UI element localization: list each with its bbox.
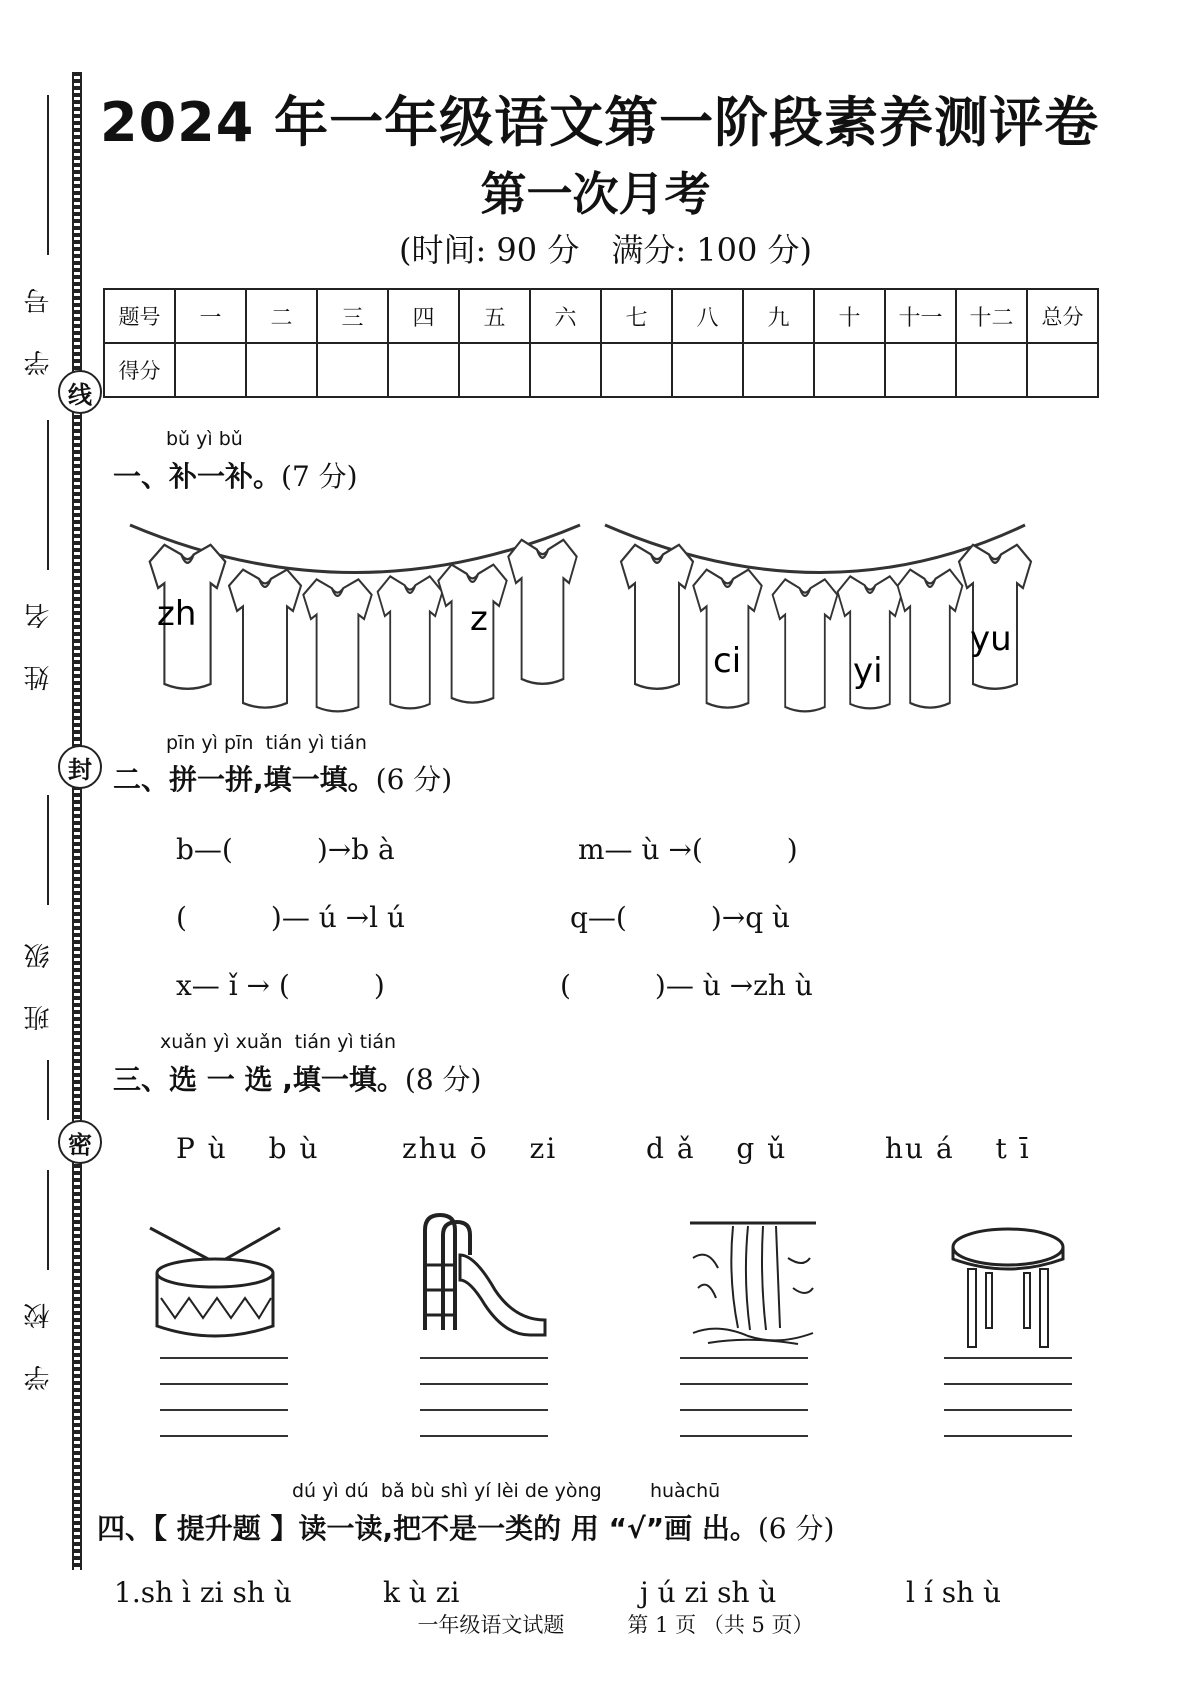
shirt-letter: yu [970, 619, 1012, 659]
class-label: 班 级 [24, 928, 54, 1032]
score-cell: 题号 [104, 289, 175, 343]
score-cell: 五 [459, 289, 530, 343]
score-cell: 六 [530, 289, 601, 343]
q2-item: q—( )→q ù [570, 901, 791, 934]
shirt-right-2 [693, 570, 761, 708]
q4-item[interactable]: 1.sh ì zi sh ù [114, 1576, 292, 1609]
score-blank[interactable] [814, 343, 885, 397]
q3-points: (8 分) [404, 1063, 482, 1096]
score-cell: 十二 [956, 289, 1027, 343]
score-cell: 总分 [1027, 289, 1098, 343]
shirt-left-2 [229, 570, 301, 708]
q4-pinyin: dú yì dú bǎ bù shì yí lèi de yòng huàchū [292, 1480, 721, 1502]
class-line [47, 795, 49, 905]
shirt-letter: z [470, 599, 488, 639]
q2-item: b—( )→b à [176, 833, 395, 866]
q4-item[interactable]: j ú zi sh ù [640, 1576, 777, 1609]
score-blank[interactable] [885, 343, 956, 397]
shirt-letter: zh [157, 594, 197, 634]
q1-pinyin: bǔ yì bǔ [166, 428, 243, 450]
q1-points: (7 分) [281, 460, 358, 493]
q3-word: P ù b ù [176, 1132, 320, 1165]
q4-item[interactable]: k ù zi [383, 1576, 460, 1609]
waterfall-icon [688, 1218, 818, 1348]
shirt-left-3 [303, 579, 371, 711]
score-cell: 四 [388, 289, 459, 343]
stool-icon [948, 1225, 1068, 1350]
score-blank[interactable] [601, 343, 672, 397]
score-cell: 一 [175, 289, 246, 343]
score-table-score-row [104, 343, 1098, 397]
seal-secret: 密 [58, 1120, 102, 1164]
q3-word: hu á t ī [885, 1132, 1031, 1165]
school-line [47, 1170, 49, 1270]
score-cell: 三 [317, 289, 388, 343]
shirt-right-3 [773, 579, 838, 711]
score-blank[interactable] [246, 343, 317, 397]
score-blank[interactable] [1027, 343, 1098, 397]
q3-heading: 三、选 一 选 ,填一填。(8 分) [113, 1063, 482, 1096]
score-blank[interactable] [956, 343, 1027, 397]
q2-pinyin: pīn yì pīn tián yì tián [166, 732, 367, 754]
slide-icon [415, 1210, 555, 1345]
q3-word: zhu ō zi [402, 1132, 558, 1165]
name-label: 姓 名 [24, 588, 54, 692]
score-table-header-row [104, 289, 1098, 343]
binding-dotted-line [72, 72, 82, 1570]
score-cell: 七 [601, 289, 672, 343]
shirt-letter: yi [853, 651, 883, 691]
score-blank[interactable] [317, 343, 388, 397]
score-cell: 二 [246, 289, 317, 343]
q2-points: (6 分) [375, 763, 453, 796]
q3-word: d ǎ g ǔ [646, 1132, 788, 1165]
score-row-label: 得分 [104, 343, 175, 397]
score-cell: 八 [672, 289, 743, 343]
score-blank[interactable] [388, 343, 459, 397]
q1-heading: 一、补一补。(7 分) [113, 460, 358, 493]
score-blank[interactable] [530, 343, 601, 397]
exam-title: 2024 年一年级语文第一阶段素养测评卷 [100, 91, 1100, 154]
exam-subtitle: 第一次月考 [480, 167, 711, 221]
school-label: 学 校 [24, 1288, 54, 1392]
name-line [47, 420, 49, 570]
q2-item: m— ù →( ) [578, 833, 798, 866]
q2-item: ( )— ú →l ú [176, 901, 406, 934]
q3-pinyin: xuǎn yì xuǎn tián yì tián [160, 1031, 397, 1053]
q4-heading: 四、【 提升题 】读一读,把不是一类的 用 “√”画 出。(6 分) [97, 1512, 835, 1545]
shirt-right-6 [959, 545, 1031, 689]
score-cell: 十 [814, 289, 885, 343]
clothesline-illustration [125, 510, 1125, 725]
shirt-left-6 [508, 540, 576, 684]
q2-item: ( )— ù →zh ù [560, 969, 813, 1002]
drum-icon [145, 1218, 285, 1343]
time-and-score-info: (时间: 90 分 满分: 100 分) [398, 231, 813, 269]
q2-item: x— ǐ → ( ) [176, 969, 385, 1002]
shirt-right-1 [621, 545, 693, 689]
score-cell: 九 [743, 289, 814, 343]
q2-heading: 二、拼一拼,填一填。(6 分) [113, 763, 453, 796]
score-blank[interactable] [459, 343, 530, 397]
score-cell: 十一 [885, 289, 956, 343]
q4-item[interactable]: l í sh ù [906, 1576, 1002, 1609]
shirt-right-5 [898, 570, 963, 708]
score-blank[interactable] [743, 343, 814, 397]
score-table [103, 288, 1099, 398]
shirt-left-4 [378, 576, 443, 708]
page-footer: 一年级语文试题 第 1 页 （共 5 页） [417, 1613, 814, 1637]
score-blank[interactable] [672, 343, 743, 397]
score-blank[interactable] [175, 343, 246, 397]
shirt-letter: ci [713, 641, 742, 681]
seal-seal: 封 [58, 745, 102, 789]
q4-points: (6 分) [757, 1512, 835, 1545]
seal-line: 线 [58, 370, 102, 414]
student-id-label: 学 号 [24, 273, 54, 377]
